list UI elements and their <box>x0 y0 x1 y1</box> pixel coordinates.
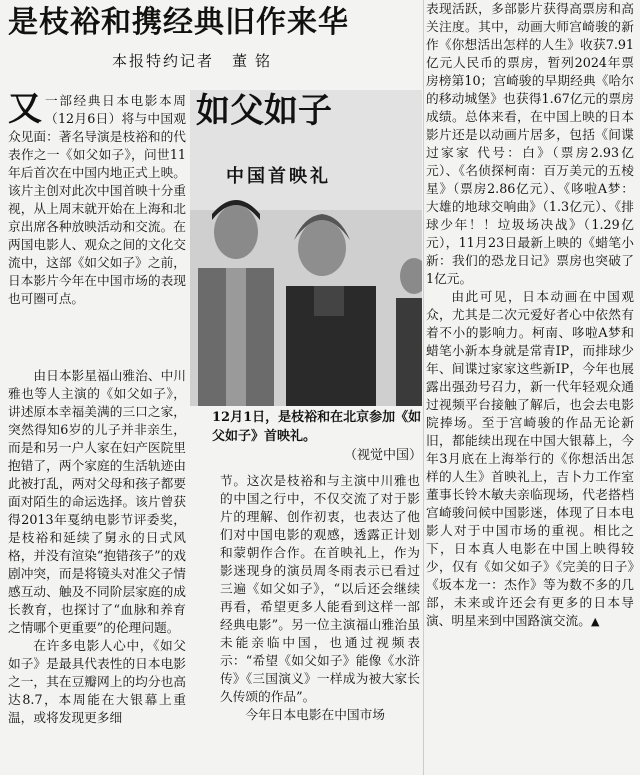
byline <box>112 50 278 71</box>
poster-subtitle: 中国首映礼 <box>226 166 331 187</box>
article-column-2 <box>220 472 420 724</box>
column-1-lower <box>8 367 186 727</box>
end-mark: ▲ <box>590 615 600 628</box>
paragraph-6: 表现活跃，多部影片获得高票房和高关注度。其中，动画大师宫崎骏的新作《你想活出怎样的人生》收获7.91亿元人民币的票房，暂列2024年票房榜第10；宫崎骏的早期经典《哈尔的移动城堡》也获得1.67亿元的票房成绩。总体来看，在中国上映的日本影片还是以动画片居多，包括《间谍过家家 代号：白》（票房2.93亿元）、《名侦探柯南：百万美元的五棱星》（票房2.86亿元）、《哆啦A梦：大雄的地球交响曲》（1.3亿元）、《排球少年！！垃圾场决战》（1.29亿元），11月23日最新上映的《蜡笔小新：我们的恐龙日记》票房也突破了1亿元。 <box>426 1 634 286</box>
paragraph-5: 今年日本电影在中国市场 <box>245 707 385 722</box>
column-divider <box>423 0 424 775</box>
article-column-3 <box>426 0 634 631</box>
paragraph-7 <box>426 288 634 631</box>
paragraph-7-text: 由此可见，日本动画在中国观众，尤其是二次元爱好者心中依然有着不小的影响力。柯南、哆啦A梦和蜡笔小新本身就是常青IP，而排球少年、间谍过家家这些新IP，今年也展露出强劲号召力，新一代年轻观众通过视频平台接触了解后，也会去电影院捧场。至于宫崎骏的作品无论新旧，都能续出现在中国大银幕上，今年3月底在上海举行的《你想活出怎样的人生》首映礼上，吉卜力工作室董事长铃木敏夫亲临现场，代老搭档宫崎骏问候中国影迷，体现了日本电影人对于中国市场的重视。相比之下，日本真人电影在中国上映得较少，仅有《如父如子》《完美的日子》《坂本龙一：杰作》等为数不多的几部，未来或许还会有更多的日本导演、明星来到中国路演交流。 <box>426 289 634 628</box>
premiere-photo-image <box>190 90 422 406</box>
paragraph-4: 节。这次是枝裕和与主演中川雅也的中国之行中，不仅交流了对于影片的理解、创作初衷，也表达了他们对中国电影的观感，透露正计划和蒙朝作合作。在首映礼上，作为影迷现身的演员周冬雨表示已看过三遍《如父如子》，“以后还会继续再看，希望更多人能看到这样一部经典电影”。另一位主演福山雅治虽未能亲临中国，也通过视频表示：“希望《如父如子》能像《水浒传》《三国演义》一样成为被大家长久传颂的作品”。 <box>220 473 420 704</box>
drop-cap: 又 <box>8 89 42 129</box>
paragraph-2: 由日本影星福山雅治、中川雅也等人主演的《如父如子》，讲述原本幸福美满的三口之家，突然得知6岁的儿子并非亲生，而是和另一户人家在妇产医院里抱错了，两个家庭的生活轨迹由此被打乱，两对父母和孩子都要面对陌生的命运选择。该片曾获得2013年戛纳电影节评委奖，是枝裕和延续了舅永的日式风格，并没有渲染“抱错孩子”的戏剧冲突，而是将镜头对准父子情感互动、触及不同阶层家庭的成长教育，也探讨了“血脉和养育之情哪个更重要”的伦理问题。 <box>8 368 186 635</box>
paragraph-1 <box>8 89 186 308</box>
caption-text: 12月1日，是枝裕和在北京参加《如父如子》首映礼。 <box>212 410 422 444</box>
poster-title: 如父如子 <box>196 91 332 131</box>
byline-name: 董铭 <box>232 52 279 70</box>
article-column-1 <box>8 89 186 308</box>
paragraph-3: 在许多电影人心中，《如父如子》是最具代表性的日本电影之一，其在豆瓣网上的均分也高达8.7，本周能在大银幕上重温，或将发现更多细 <box>8 638 186 725</box>
caption-credit: （视觉中国） <box>343 448 422 463</box>
premiere-photo <box>190 90 422 406</box>
byline-label: 本报特约记者 <box>112 52 215 70</box>
paragraph-1-text: 一部经典日本电影本周（12月6日）将与中国观众见面：著名导演是枝裕和的代表作之一《如父如子》，问世11年后首次在中国内地正式上映。该片主创对此次中国首映十分重视，从上周末就开始在上海和北京出席各种放映活动和交流。在两国电影人、观众之间的文化交流中，这部《如父如子》之前，日本影片今年在中国市场的表现也可圈可点。 <box>8 93 186 306</box>
headline: 是枝裕和携经典旧作来华 <box>8 5 349 40</box>
